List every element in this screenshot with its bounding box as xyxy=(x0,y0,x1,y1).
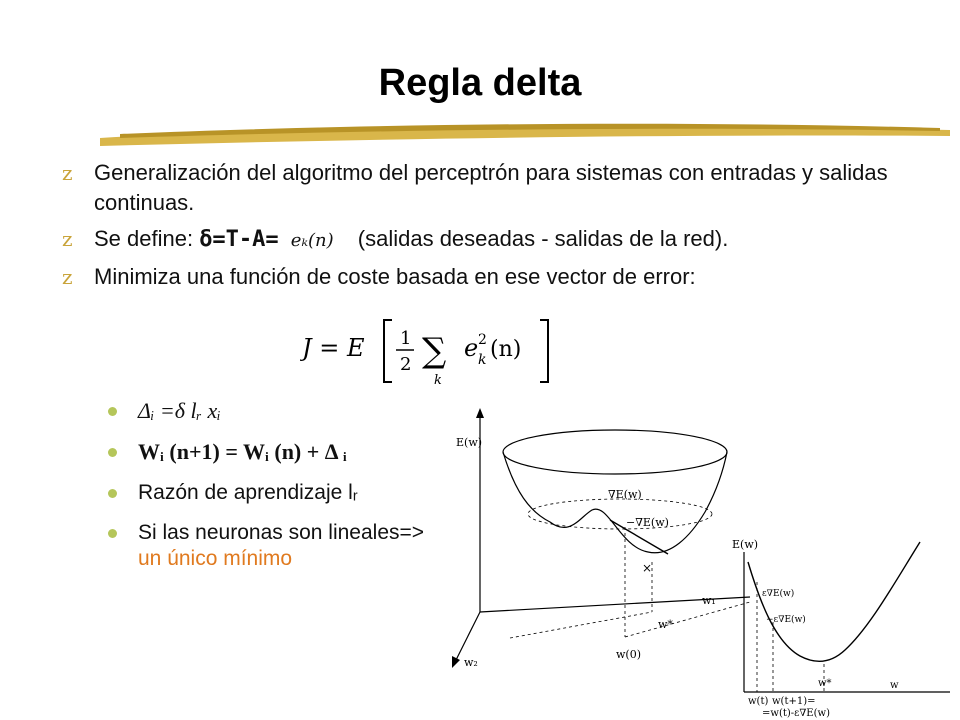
sub-bullet-delta-weight: Δᵢ =δ lᵣ xᵢ xyxy=(100,398,430,425)
label-wt1: w(t+1)= xyxy=(772,696,816,707)
label-eps-grad: ε∇E(w) xyxy=(762,589,795,599)
formula-term-sup: 2 xyxy=(478,332,487,348)
bullet-marker-icon: z xyxy=(62,265,73,289)
label-neg-eps-grad: −ε∇E(w) xyxy=(766,615,806,625)
label-update: =w(t)-ε∇E(w) xyxy=(762,708,830,719)
label-grad: ∇E(w) xyxy=(608,488,642,501)
formula-term-arg: (n) xyxy=(490,337,522,362)
label-neg-grad: −∇E(w) xyxy=(626,516,669,529)
w2-axis xyxy=(455,612,480,662)
label-waxis: w xyxy=(890,680,899,691)
bullet-generalization: z Generalización del algoritmo del perceptrón para sistemas con entradas y salidas continuas. xyxy=(62,160,888,215)
bullet-minimize: z Minimiza una función de coste basada en ese vector de error: xyxy=(60,262,940,292)
parabola-curve xyxy=(748,542,920,661)
delta-definition: δ=T-A= xyxy=(199,227,279,252)
cost-function-formula xyxy=(300,310,560,390)
formula-frac-den: 2 xyxy=(400,354,412,375)
label-w0: w(0) xyxy=(616,648,641,661)
slide-title: Regla delta xyxy=(378,62,582,104)
error-expression: eₖ(n) xyxy=(290,230,334,251)
main-bullet-list xyxy=(60,158,940,298)
bullet-dot-icon xyxy=(108,529,117,538)
unique-minimum-highlight: un único mínimo xyxy=(138,547,293,570)
formula-term-sub: k xyxy=(478,352,487,368)
bowl-rim xyxy=(503,430,727,474)
bullet-definition: z Se define: δ=T-A= eₖ(n) (salidas deseadas - salidas de la red). xyxy=(62,226,729,252)
sub-bullet-linear-neurons: Si las neuronas son lineales=> un único mínimo xyxy=(100,520,430,572)
label-w2: w₂ xyxy=(464,656,478,669)
label-w1: w₁ xyxy=(702,594,716,607)
label-ew-right: E(w) xyxy=(732,538,759,551)
label-ew-left: E(w) xyxy=(456,436,483,449)
bullet-marker-icon: z xyxy=(62,227,73,251)
formula-sum-sub: k xyxy=(434,373,442,388)
bullet-dot-icon xyxy=(108,448,117,457)
formula-sum: ∑ xyxy=(422,331,447,371)
sub-bullet-learning-rate: Razón de aprendizaje lᵣ xyxy=(100,480,430,506)
minimum-cross: × xyxy=(642,561,653,575)
label-wt: w(t) xyxy=(748,696,769,707)
title-underline-brushstroke xyxy=(100,118,950,152)
error-surface-figure xyxy=(420,402,960,720)
label-wstar: w* xyxy=(658,618,673,631)
bullet-dot-icon xyxy=(108,407,117,416)
bullet-marker-icon: z xyxy=(62,161,73,185)
formula-term: e xyxy=(464,334,479,362)
sub-bullet-weight-update: Wᵢ (n+1) = Wᵢ (n) + Δ ᵢ xyxy=(100,439,430,466)
formula-frac-num: 1 xyxy=(400,328,412,349)
bowl-contour xyxy=(528,499,712,529)
bullet-dot-icon xyxy=(108,489,117,498)
sub-bullet-list xyxy=(100,398,430,586)
formula-lhs: J = E xyxy=(302,334,365,362)
label-wstar2: w* xyxy=(818,678,832,689)
